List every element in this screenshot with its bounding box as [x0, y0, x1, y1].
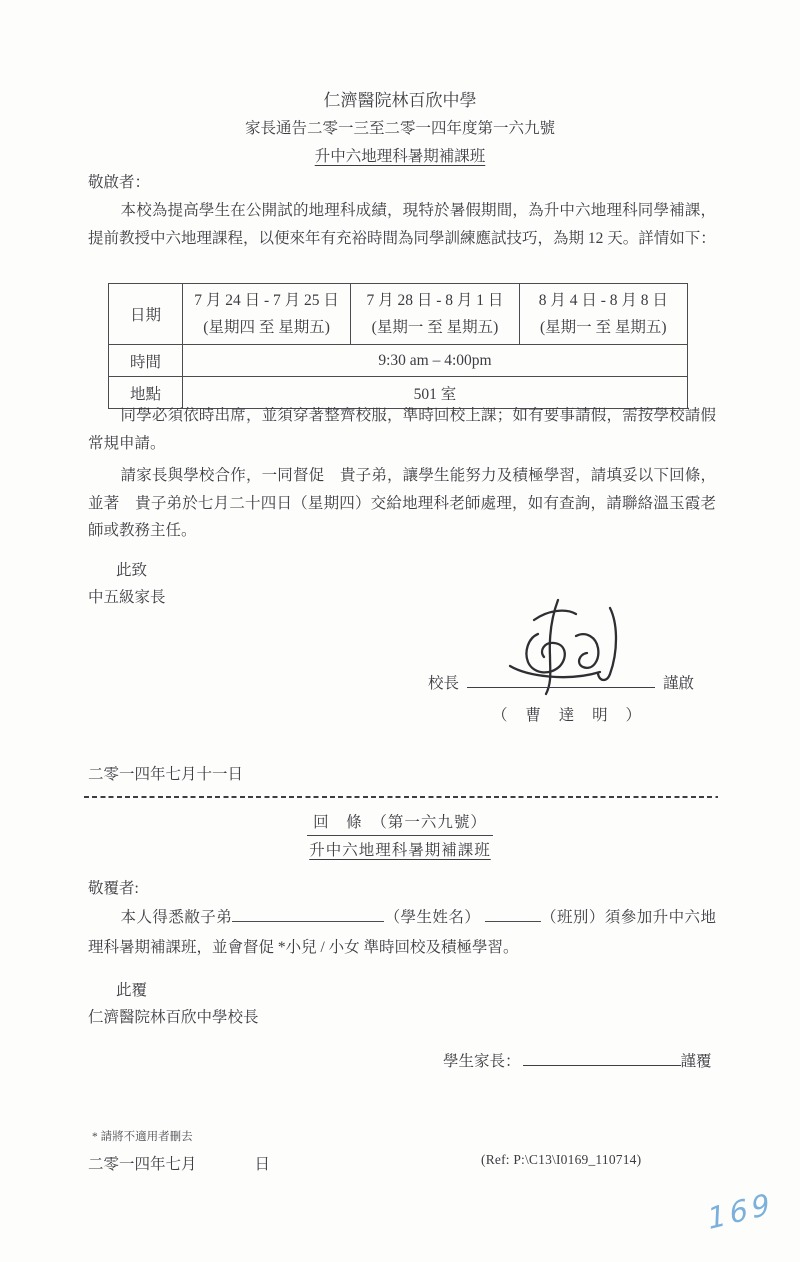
- notice-subject-text: 升中六地理科暑期補課班: [314, 148, 486, 165]
- table-row-date: [109, 284, 688, 345]
- date-cell-2: [351, 284, 519, 345]
- reply-slip-title: [0, 810, 800, 836]
- fill-date-prefix: 二零一四年七月: [88, 1156, 197, 1173]
- principal-label: 校長: [428, 675, 460, 692]
- addressee: 中五級家長: [88, 589, 166, 606]
- reply-slip-title-text: 回 條 （第一六九號）: [307, 810, 493, 836]
- class-blank: [485, 906, 541, 922]
- row-label-time: 時間: [109, 345, 183, 377]
- reply-body-prefix: 本人得悉敝子弟: [120, 909, 233, 926]
- paragraph-intro: 本校為提高學生在公開試的地理科成績，現特於暑假期間，為升中六地理科同學補課，提前教授中六地理課程，以便來年有充裕時間為同學訓練應試技巧，為期 12 天。詳情如下：: [88, 202, 716, 247]
- date-range: 8 月 4 日 - 8 月 8 日: [538, 292, 668, 309]
- reply-slip-subject-text: 升中六地理科暑期補課班: [309, 842, 491, 859]
- file-reference: (Ref: P:\C13\I0169_110714): [481, 1152, 642, 1167]
- salutation: 敬啟者：: [88, 174, 151, 191]
- class-label: （班別）須參加升中六: [540, 909, 701, 926]
- reply-body: [88, 903, 716, 963]
- student-name-blank: [232, 906, 384, 922]
- reply-addressee: 仁濟醫院林百欣中學校長: [88, 1009, 259, 1026]
- row-label-venue: 地點: [109, 377, 183, 409]
- fill-in-date-row: [88, 1152, 270, 1174]
- reply-respectfully-label: 謹覆: [680, 1053, 712, 1070]
- parent-signature-line: [523, 1048, 681, 1066]
- weekday-range: (星期一 至 星期五): [540, 319, 667, 336]
- parent-label: 學生家長：: [443, 1053, 521, 1070]
- reply-salutation: 敬覆者:: [88, 880, 139, 897]
- student-name-label: （學生姓名）: [384, 909, 481, 926]
- handwritten-page-number: 169: [705, 1185, 776, 1237]
- reply-body-line2: 地理科暑期補課班，並會督促 *小兒 / 小女 準時回校及積極學習。: [88, 909, 716, 956]
- reply-closing: 此覆: [116, 982, 148, 999]
- venue-cell: 501 室: [182, 377, 687, 409]
- notice-subject: [0, 144, 800, 166]
- date-range: 7 月 28 日 - 8 月 1 日: [366, 292, 504, 309]
- closing: 此致: [116, 562, 148, 579]
- date-cell-3: [519, 284, 687, 345]
- date-cell-1: [182, 284, 350, 345]
- schedule-table: [108, 283, 688, 409]
- principal-signature-line: [467, 670, 655, 688]
- notice-number: 家長通告二零一三至二零一四年度第一六九號: [244, 120, 555, 137]
- issue-date: 二零一四年七月十一日: [88, 766, 244, 783]
- principal-sign-row: [428, 670, 694, 693]
- row-label-date: 日期: [109, 284, 183, 345]
- paragraph-reply-request: 請家長與學校合作，一同督促 貴子弟，讓學生能努力及積極學習，請填妥以下回條，並著 貴子弟於七月二十四日（星期四）交給地理科老師處理，如有查詢，請聯絡溫玉霞老師或教務主任。: [88, 467, 716, 539]
- cut-dashed-line: [84, 796, 718, 798]
- weekday-range: (星期四 至 星期五): [203, 319, 330, 336]
- respectfully-label: 謹啟: [663, 675, 695, 692]
- reply-slip-subject: [0, 838, 800, 860]
- footnote: * 請將不適用者刪去: [92, 1131, 193, 1143]
- time-cell: 9:30 am – 4:00pm: [182, 345, 687, 377]
- table-row-time: [109, 345, 688, 377]
- principal-name: （ 曹 達 明 ）: [492, 707, 649, 724]
- school-name: 仁濟醫院林百欣中學: [323, 91, 477, 110]
- parent-sign-row: [443, 1048, 712, 1071]
- paragraph-attendance: 同學必須依時出席，並須穿著整齊校服，準時回校上課；如有要事請假，需按學校請假常規申請。: [88, 407, 716, 452]
- fill-date-suffix: 日: [254, 1156, 271, 1173]
- date-range: 7 月 24 日 - 7 月 25 日: [194, 292, 339, 309]
- weekday-range: (星期一 至 星期五): [371, 319, 499, 336]
